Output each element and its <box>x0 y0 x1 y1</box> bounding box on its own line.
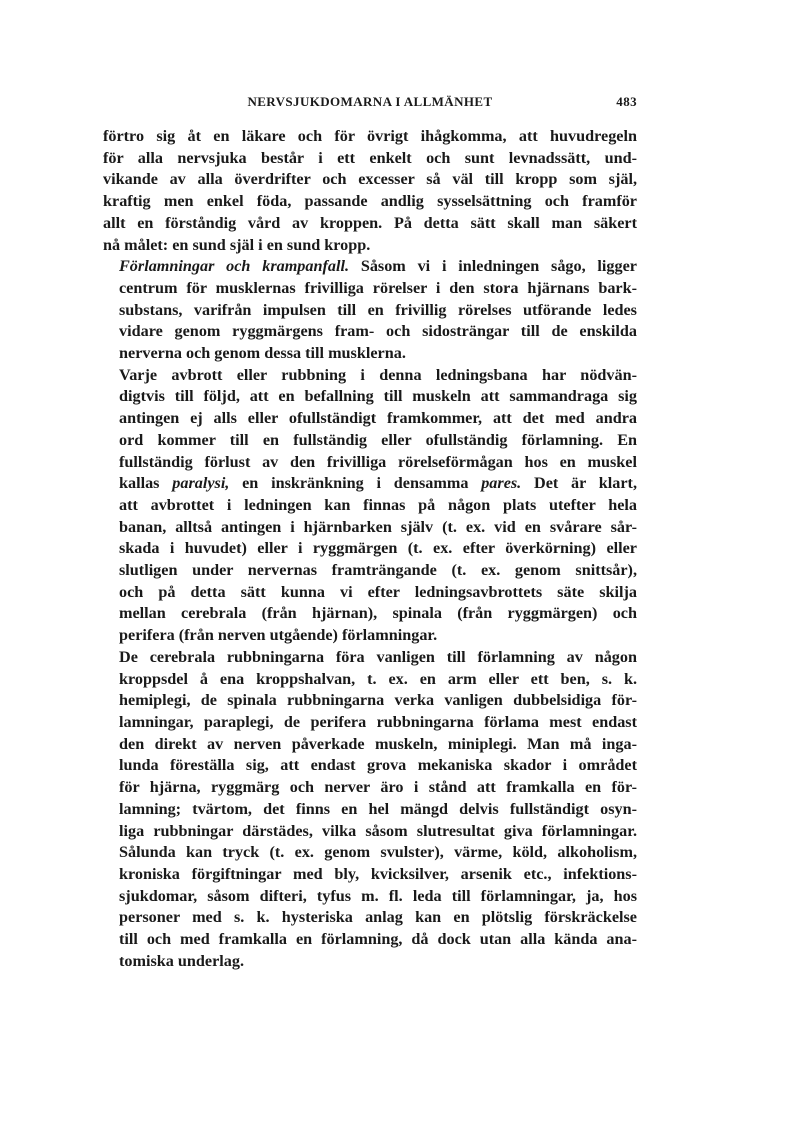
page-number: 483 <box>616 94 637 109</box>
text-line: lunda föreställa sig, att endast grova mekaniska skador i området <box>119 756 637 775</box>
running-title: NERVSJUKDOMARNA I ALLMÄNHET <box>247 94 493 109</box>
text-line: antingen ej alls eller ofullständigt framkommer, att det med andra <box>119 409 637 428</box>
text-line: liga rubbningar därstädes, vilka såsom slutresultat giva förlamningar. <box>119 821 637 840</box>
paragraph <box>103 365 637 647</box>
text-line: vidare genom ryggmärgens fram- och sidosträngar till de enskilda <box>119 322 637 341</box>
text-line: hemiplegi, de spinala rubbningarna verka vanligen dubbelsidiga för- <box>119 691 637 710</box>
text-line: den direkt av nerven påverkade muskeln, miniplegi. Man må inga- <box>119 734 637 753</box>
text-fragment: Det är klart, <box>521 474 637 493</box>
text-line: perifera (från nerven utgående) förlamningar. <box>119 626 438 645</box>
text-line: att avbrottet i ledningen kan finnas på någon plats utefter hela <box>119 495 637 514</box>
text-fragment: kallas <box>119 474 173 493</box>
text-line: De cerebrala rubbningarna föra vanligen till förlamning av någon <box>119 647 637 666</box>
text-line: personer med s. k. hysteriska anlag kan en plötslig förskräckelse <box>119 908 637 927</box>
text-line: nerverna och genom dessa till musklerna. <box>119 344 406 363</box>
text-line: allt en förståndig vård av kroppen. På detta sätt skall man säkert <box>103 213 637 232</box>
body-text <box>103 126 637 972</box>
paragraph <box>103 126 637 256</box>
text-line: slutligen under nervernas framträngande (t. ex. genom snittsår), <box>119 561 637 580</box>
term-italic: pares. <box>481 474 522 493</box>
text-line: sjukdomar, såsom difteri, tyfus m. fl. leda till förlamningar, ja, hos <box>119 886 637 905</box>
text-line: skada i huvudet) eller i ryggmärgen (t. ex. efter överkörning) eller <box>119 539 637 558</box>
text-line: substans, varifrån impulsen till en frivillig rörelses utförande ledes <box>119 300 637 319</box>
text-line: förtro sig åt en läkare och för övrigt ihågkomma, att huvudregeln <box>103 127 637 145</box>
text-line <box>103 473 637 495</box>
text-line: digtvis till följd, att en befallning till muskeln att sammandraga sig <box>119 387 637 406</box>
text-line: tomiska underlag. <box>119 951 245 970</box>
text-line: centrum för musklernas frivilliga rörelser i den stora hjärnans bark- <box>119 278 637 297</box>
text-line: banan, alltså antingen i hjärnbarken själv (t. ex. vid en svårare sår- <box>119 517 637 536</box>
text-line: kroppsdel å ena kroppshalvan, t. ex. en arm eller ett ben, s. k. <box>119 669 637 688</box>
text-line: ord kommer till en fullständig eller ofullständig förlamning. En <box>119 430 637 449</box>
text-line: kraftig men enkel föda, passande andlig sysselsättning och framför <box>103 192 637 211</box>
running-head <box>103 94 637 114</box>
text-line: mellan cerebrala (från hjärnan), spinala (från ryggmärgen) och <box>119 604 637 623</box>
paragraph <box>103 647 637 973</box>
text-line: till och med framkalla en förlamning, då dock utan alla kända ana- <box>119 930 637 949</box>
text-line: lamning; tvärtom, det finns en hel mängd delvis fullständigt osyn- <box>119 799 637 818</box>
text-line: nå målet: en sund själ i en sund kropp. <box>103 235 371 254</box>
text-line: Varje avbrott eller rubbning i denna ledningsbana har nödvän- <box>119 365 637 384</box>
text-line: kroniska förgiftningar med bly, kvicksilver, arsenik etc., infektions- <box>119 864 637 883</box>
text-line: för alla nervsjuka består i ett enkelt och sunt levnadssätt, und- <box>103 148 637 167</box>
text-fragment: en inskränkning i densamma <box>229 474 482 493</box>
text-line: Sålunda kan tryck (t. ex. genom svulster), värme, köld, alkoholism, <box>119 843 637 862</box>
text-line: fullständig förlust av den frivilliga rörelseförmågan hos en muskel <box>119 452 637 471</box>
paragraph <box>103 256 637 365</box>
text-line: lamningar, paraplegi, de perifera rubbningarna förlama mest endast <box>119 712 637 731</box>
section-heading-italic: Förlamningar och krampanfall. <box>119 257 350 276</box>
text-line: för hjärna, ryggmärg och nerver äro i stånd att framkalla en för- <box>119 778 637 797</box>
text-line: vikande av alla överdrifter och excesser så väl till kropp som själ, <box>103 170 637 189</box>
term-italic: paralysi, <box>172 474 230 493</box>
text-line <box>103 256 637 278</box>
text-line: och på detta sätt kunna vi efter ledningsavbrottets säte skilja <box>119 582 637 601</box>
text-fragment: Såsom vi i inledningen sågo, ligger <box>349 257 637 276</box>
